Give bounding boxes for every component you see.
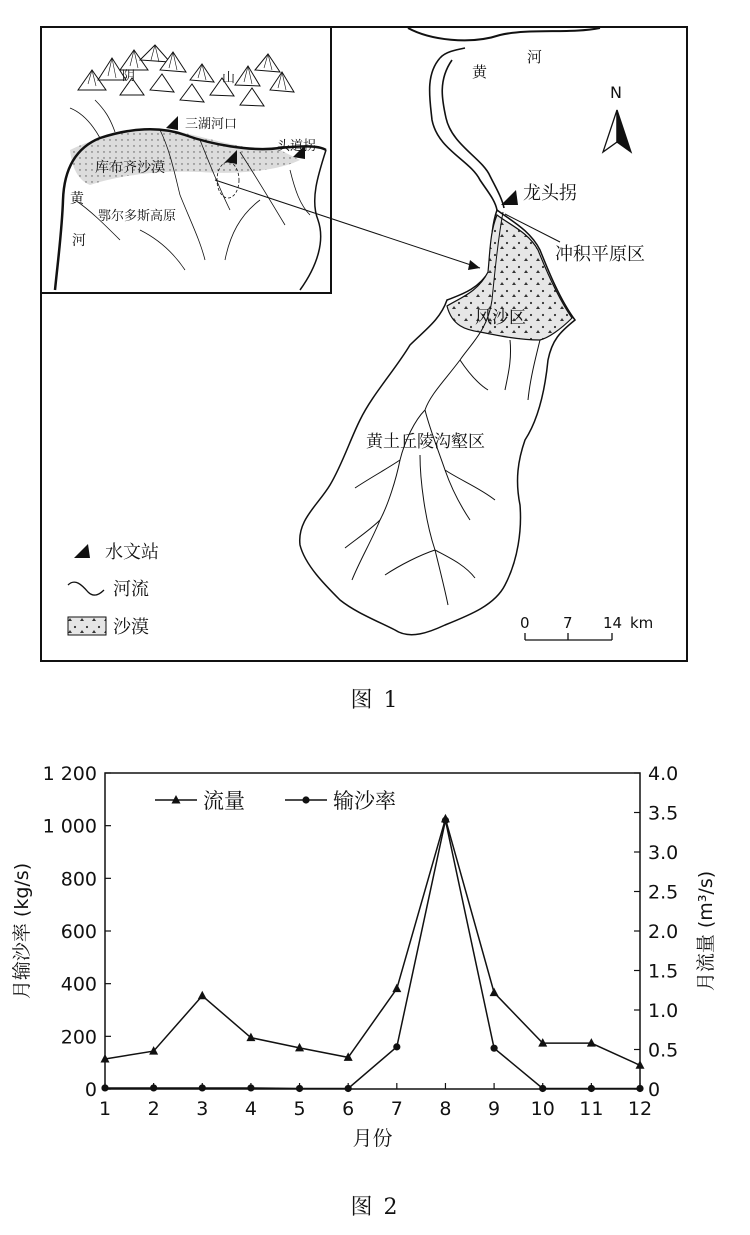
flow-data-point (490, 988, 499, 997)
plot-area-frame (105, 773, 640, 1089)
x-tick-label: 12 (627, 1098, 653, 1120)
flow-series-line (105, 819, 640, 1065)
legend-river-label: 河流 (113, 579, 149, 600)
left-tick-label: 800 (60, 868, 97, 891)
left-tick-label: 0 (84, 1079, 97, 1101)
x-axis-label: 月份 (352, 1126, 393, 1150)
inset-kubuqi-label: 库布齐沙漠 (95, 160, 165, 176)
sediment-data-point (150, 1084, 157, 1091)
longtouguai-label: 龙头拐 (523, 183, 577, 204)
sediment-flow-chart (0, 740, 750, 1180)
left-tick-label: 400 (60, 973, 97, 996)
right-tick-label: 3.0 (648, 842, 679, 864)
inset-river-label-huang: 黄 (70, 191, 84, 207)
figure-2-caption: 图 2 (350, 1195, 400, 1220)
alluvial-plain-label: 冲积平原区 (555, 244, 645, 265)
legend-sediment-label: 输沙率 (333, 789, 396, 813)
x-tick-label: 4 (244, 1098, 257, 1120)
longtouguai-station-icon (501, 190, 518, 205)
scale-bar (520, 614, 653, 640)
loess-label: 黄土丘陵沟壑区 (366, 432, 485, 452)
left-axis-label: 月输沙率 (kg/s) (11, 862, 33, 1000)
flow-data-point (587, 1038, 596, 1047)
x-tick-label: 1 (98, 1098, 112, 1120)
north-label: N (610, 83, 622, 102)
river-label-huang: 黄 (472, 63, 488, 81)
inset-sanhuhekou-label: 三湖河口 (185, 117, 238, 132)
inset-toudaoguai-label: 头道拐 (277, 139, 317, 154)
sediment-series-line (105, 820, 640, 1088)
north-arrow-icon (603, 110, 631, 152)
right-axis-label: 月流量 (m³/s) (695, 870, 717, 992)
sediment-data-point (296, 1085, 303, 1092)
sediment-data-point (247, 1084, 254, 1091)
right-tick-label: 1.5 (648, 960, 679, 983)
legend-desert-icon (68, 617, 106, 635)
scale-tick-7: 7 (563, 614, 573, 632)
x-tick-label: 9 (488, 1098, 501, 1120)
right-tick-label: 2.5 (648, 881, 679, 904)
aeolian-label: 风沙区 (475, 308, 526, 328)
right-tick-label: 0.5 (648, 1039, 679, 1062)
sediment-data-point (199, 1084, 206, 1091)
flow-data-point (246, 1033, 255, 1042)
sediment-data-point (636, 1085, 643, 1092)
x-tick-label: 11 (579, 1098, 604, 1120)
sediment-data-point (588, 1085, 595, 1092)
x-tick-label: 6 (342, 1098, 355, 1120)
x-tick-label: 2 (147, 1098, 160, 1120)
inset-mountain-label-1: 阴 (122, 69, 136, 84)
inset-mountain-label-2: 山 (222, 71, 236, 86)
inset-map (41, 27, 331, 293)
legend-sediment-marker (302, 796, 309, 803)
right-tick-label: 2.0 (648, 921, 679, 943)
right-tick-label: 0 (648, 1079, 661, 1101)
legend-desert-label: 沙漠 (113, 617, 149, 638)
left-tick-label: 200 (60, 1026, 97, 1049)
legend-station-label: 水文站 (105, 542, 159, 563)
sediment-data-point (539, 1085, 546, 1092)
left-tick-label: 1 000 (42, 815, 97, 838)
inset-river-label-he: 河 (72, 233, 86, 249)
x-tick-label: 3 (196, 1098, 209, 1120)
sediment-data-point (442, 817, 449, 824)
x-tick-label: 7 (390, 1098, 403, 1120)
sediment-data-point (490, 1045, 497, 1052)
x-tick-label: 10 (530, 1098, 555, 1120)
figure-1-caption: 图 1 (350, 688, 400, 713)
legend-flow-label: 流量 (203, 789, 245, 813)
flow-data-point (392, 984, 401, 993)
x-tick-label: 8 (439, 1098, 452, 1120)
river-label-he: 河 (527, 48, 543, 66)
legend-river-icon (68, 582, 104, 595)
right-tick-label: 1.0 (648, 1000, 679, 1022)
x-tick-label: 5 (293, 1098, 306, 1120)
left-tick-label: 1 200 (42, 763, 97, 785)
right-tick-label: 4.0 (648, 763, 679, 785)
map-legend (68, 542, 159, 638)
legend-station-icon (74, 544, 90, 558)
scale-tick-0: 0 (520, 614, 530, 632)
sediment-data-point (345, 1085, 352, 1092)
scale-unit: km (630, 614, 654, 632)
left-tick-label: 600 (60, 921, 97, 943)
sediment-data-point (393, 1043, 400, 1050)
inset-ordos-label: 鄂尔多斯高原 (98, 209, 177, 224)
flow-data-point (198, 991, 207, 1000)
right-tick-label: 3.5 (648, 802, 679, 825)
scale-tick-14: 14 (603, 614, 623, 632)
sediment-data-point (101, 1084, 108, 1091)
